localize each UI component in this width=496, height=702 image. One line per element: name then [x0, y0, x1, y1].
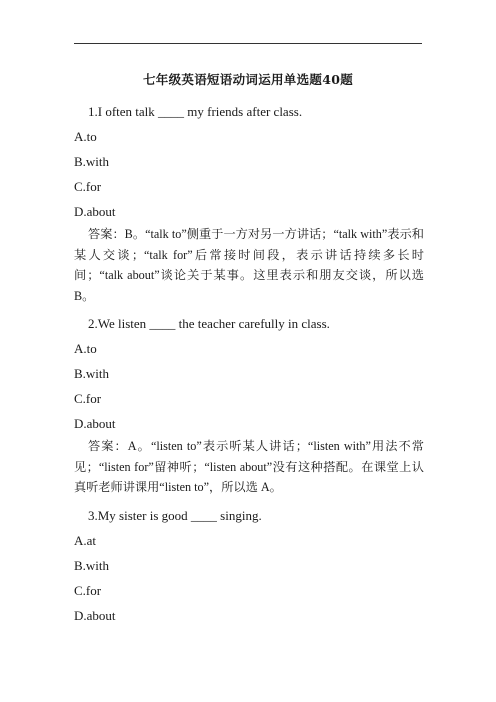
question-2	[74, 311, 424, 498]
option-c: C.for	[74, 391, 102, 406]
option-b: B.with	[74, 557, 110, 573]
option-b: B.with	[74, 154, 110, 169]
document-title: 七年级英语短语动词运用单选题40题	[143, 72, 353, 87]
option-d: D.about	[74, 416, 116, 431]
document-body	[74, 99, 424, 628]
question-1	[74, 99, 424, 306]
option-d: D.about	[74, 607, 116, 623]
answer-explanation: 答案：A。“listen to”表示听某人讲话；“listen with”用法不常见；“listen for”留神听；“listen about”没有这种搭配。在课堂上认真听老师讲课用“listen to”，所以选 A。	[74, 439, 424, 494]
header-rule	[74, 43, 422, 44]
option-a: A.to	[74, 341, 97, 356]
question-stem: 3.My sister is good ____ singing.	[88, 507, 262, 523]
option-c: C.for	[74, 582, 102, 598]
option-c: C.for	[74, 179, 102, 194]
option-a: A.to	[74, 129, 97, 144]
question-3	[74, 503, 424, 628]
option-b: B.with	[74, 366, 110, 381]
answer-explanation: 答案：B。“talk to”侧重于一方对另一方讲话；“talk with”表示和某人交谈；“talk for”后常接时间段，表示讲话持续多长时间；“talk about”谈论关于某事。这里表示和朋友交谈，所以选 B。	[74, 227, 424, 303]
option-a: A.at	[74, 532, 97, 548]
option-d: D.about	[74, 204, 116, 219]
question-stem: 2.We listen ____ the teacher carefully in class.	[88, 316, 330, 331]
question-stem: 1.I often talk ____ my friends after class.	[88, 104, 303, 119]
